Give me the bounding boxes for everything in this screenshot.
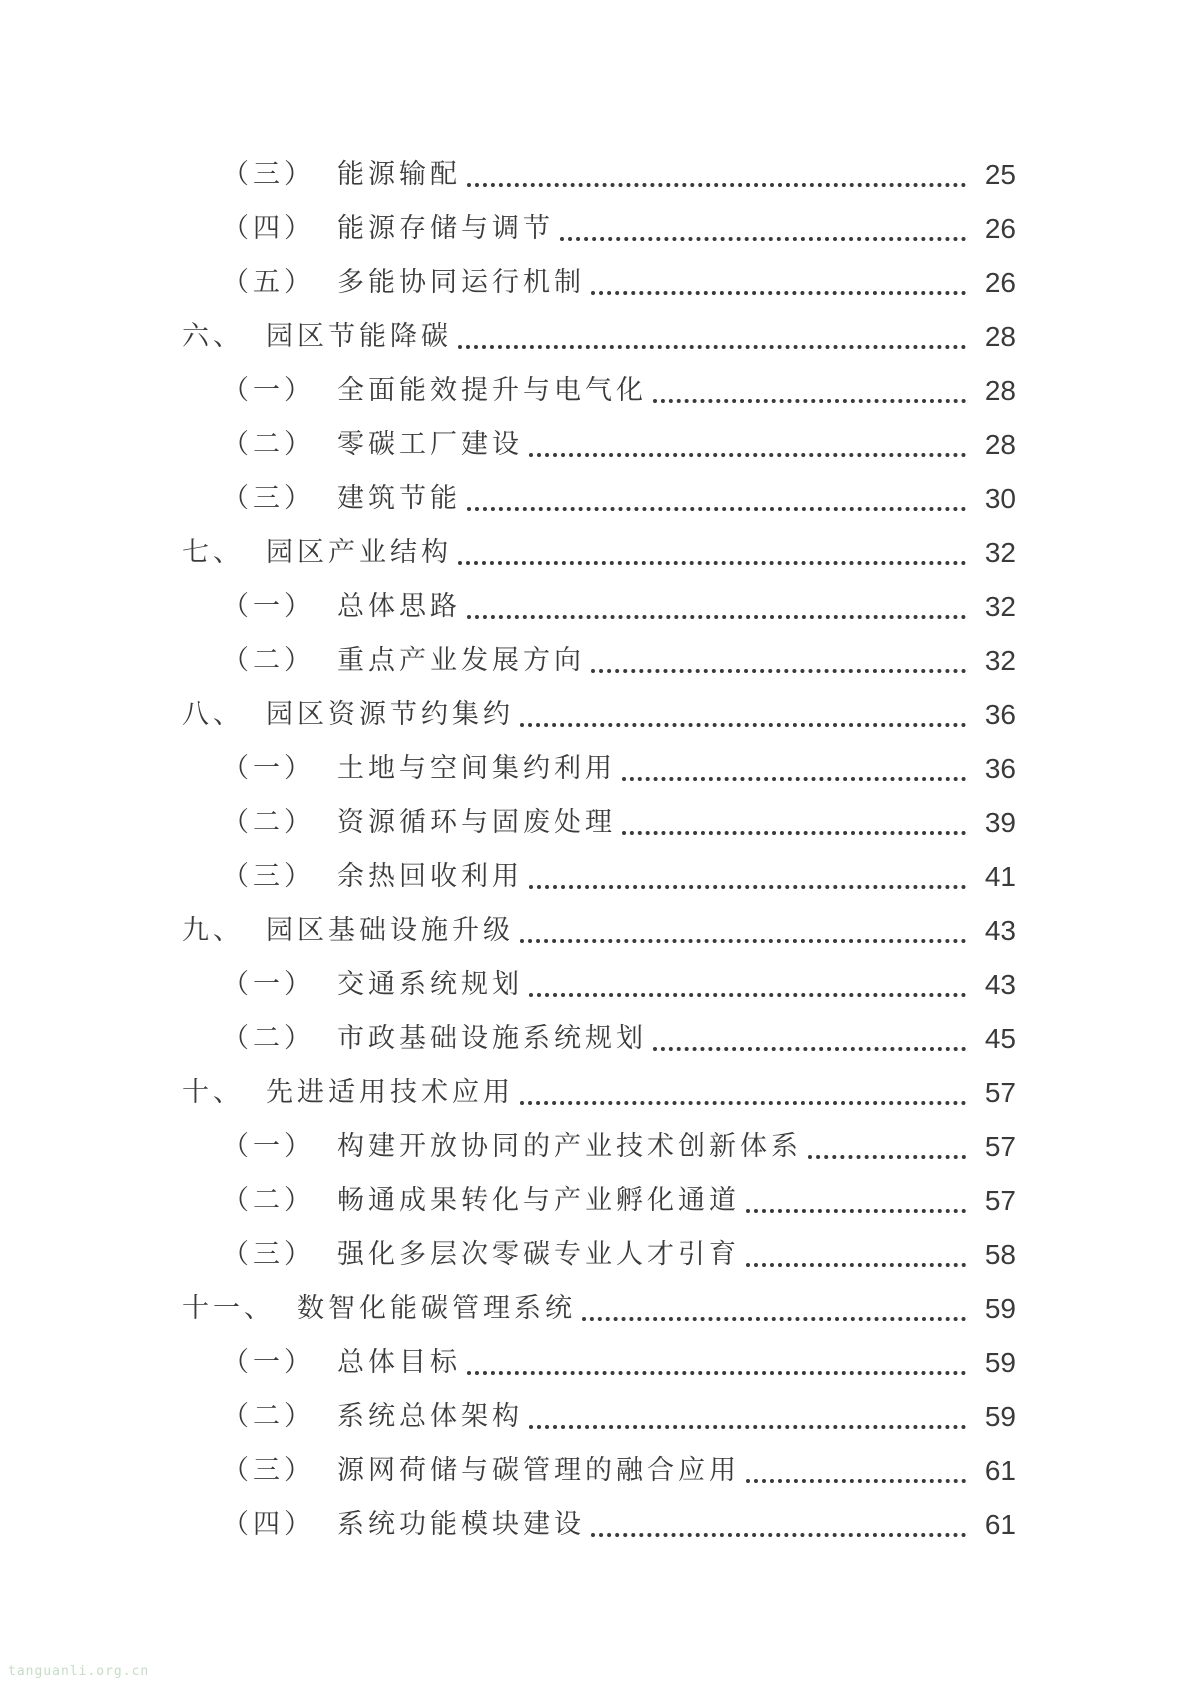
dot-leader: [467, 1336, 966, 1390]
dot-leader: [529, 1390, 966, 1444]
entry-page-number: 32: [984, 537, 1016, 568]
entry-title: 系统功能模块建设: [337, 1509, 585, 1540]
dot-leader: [746, 1174, 966, 1228]
entry-page-number: 36: [984, 753, 1016, 784]
entry-title: 系统总体架构: [337, 1401, 523, 1432]
dot-leader: [529, 850, 966, 904]
dot-leader: [467, 580, 966, 634]
toc-section-entry[interactable]: [0, 472, 1190, 526]
entry-title: 构建开放协同的产业技术创新体系: [337, 1131, 802, 1162]
entry-title: 先进适用技术应用: [266, 1077, 514, 1108]
toc-section-entry[interactable]: [0, 1012, 1190, 1066]
watermark: tanguanli.org.cn: [8, 1664, 150, 1679]
entry-page-number: 28: [984, 321, 1016, 352]
toc-chapter-entry[interactable]: [0, 688, 1190, 742]
entry-title: 资源循环与固废处理: [337, 807, 616, 838]
table-of-contents: [0, 148, 1190, 1552]
entry-title: 园区基础设施升级: [266, 915, 514, 946]
dot-leader: [582, 1282, 966, 1336]
entry-title: 多能协同运行机制: [337, 267, 585, 298]
entry-title: 数智化能碳管理系统: [297, 1293, 576, 1324]
entry-page-number: 57: [984, 1131, 1016, 1162]
toc-section-entry[interactable]: [0, 850, 1190, 904]
dot-leader: [529, 958, 966, 1012]
entry-number: （一）: [222, 591, 315, 622]
toc-chapter-entry[interactable]: [0, 310, 1190, 364]
entry-number: （三）: [222, 1239, 315, 1270]
toc-chapter-entry[interactable]: [0, 904, 1190, 958]
entry-page-number: 36: [984, 699, 1016, 730]
toc-section-entry[interactable]: [0, 418, 1190, 472]
entry-number: （一）: [222, 1347, 315, 1378]
entry-page-number: 28: [984, 375, 1016, 406]
entry-number: （四）: [222, 1509, 315, 1540]
dot-leader: [746, 1444, 966, 1498]
entry-number: 九、: [182, 915, 244, 946]
entry-page-number: 59: [984, 1347, 1016, 1378]
entry-number: （一）: [222, 1131, 315, 1162]
toc-section-entry[interactable]: [0, 634, 1190, 688]
entry-title: 零碳工厂建设: [337, 429, 523, 460]
entry-page-number: 30: [984, 483, 1016, 514]
toc-section-entry[interactable]: [0, 1498, 1190, 1552]
toc-section-entry[interactable]: [0, 1444, 1190, 1498]
entry-title: 总体目标: [337, 1347, 461, 1378]
dot-leader: [520, 904, 966, 958]
entry-number: （四）: [222, 213, 315, 244]
toc-section-entry[interactable]: [0, 1336, 1190, 1390]
toc-section-entry[interactable]: [0, 742, 1190, 796]
entry-page-number: 58: [984, 1239, 1016, 1270]
entry-title: 畅通成果转化与产业孵化通道: [337, 1185, 740, 1216]
entry-title: 源网荷储与碳管理的融合应用: [337, 1455, 740, 1486]
entry-title: 总体思路: [337, 591, 461, 622]
dot-leader: [520, 1066, 966, 1120]
entry-page-number: 43: [984, 915, 1016, 946]
dot-leader: [560, 202, 966, 256]
entry-number: （三）: [222, 159, 315, 190]
entry-title: 土地与空间集约利用: [337, 753, 616, 784]
dot-leader: [808, 1120, 966, 1174]
toc-section-entry[interactable]: [0, 796, 1190, 850]
entry-page-number: 26: [984, 213, 1016, 244]
dot-leader: [591, 256, 966, 310]
entry-number: （一）: [222, 375, 315, 406]
toc-section-entry[interactable]: [0, 202, 1190, 256]
toc-section-entry[interactable]: [0, 1390, 1190, 1444]
dot-leader: [653, 1012, 966, 1066]
dot-leader: [467, 148, 966, 202]
dot-leader: [622, 742, 966, 796]
dot-leader: [622, 796, 966, 850]
entry-number: （二）: [222, 1023, 315, 1054]
entry-number: 六、: [182, 321, 244, 352]
toc-section-entry[interactable]: [0, 364, 1190, 418]
dot-leader: [591, 634, 966, 688]
toc-section-entry[interactable]: [0, 1228, 1190, 1282]
entry-number: （三）: [222, 483, 315, 514]
entry-number: 十、: [182, 1077, 244, 1108]
entry-title: 交通系统规划: [337, 969, 523, 1000]
entry-page-number: 43: [984, 969, 1016, 1000]
entry-number: （一）: [222, 753, 315, 784]
entry-page-number: 41: [984, 861, 1016, 892]
entry-number: 七、: [182, 537, 244, 568]
entry-page-number: 59: [984, 1401, 1016, 1432]
entry-title: 园区资源节约集约: [266, 699, 514, 730]
dot-leader: [746, 1228, 966, 1282]
toc-section-entry[interactable]: [0, 958, 1190, 1012]
entry-title: 能源输配: [337, 159, 461, 190]
dot-leader: [458, 526, 966, 580]
entry-title: 市政基础设施系统规划: [337, 1023, 647, 1054]
toc-section-entry[interactable]: [0, 1120, 1190, 1174]
entry-title: 园区节能降碳: [266, 321, 452, 352]
entry-title: 重点产业发展方向: [337, 645, 585, 676]
entry-page-number: 39: [984, 807, 1016, 838]
entry-page-number: 61: [984, 1509, 1016, 1540]
dot-leader: [467, 472, 966, 526]
dot-leader: [653, 364, 966, 418]
entry-page-number: 57: [984, 1185, 1016, 1216]
entry-number: （二）: [222, 1401, 315, 1432]
entry-page-number: 32: [984, 645, 1016, 676]
toc-section-entry[interactable]: [0, 580, 1190, 634]
entry-title: 余热回收利用: [337, 861, 523, 892]
entry-number: （二）: [222, 429, 315, 460]
entry-number: 十一、: [182, 1293, 275, 1324]
entry-title: 全面能效提升与电气化: [337, 375, 647, 406]
entry-number: （二）: [222, 1185, 315, 1216]
dot-leader: [458, 310, 966, 364]
entry-number: （二）: [222, 645, 315, 676]
entry-number: （三）: [222, 1455, 315, 1486]
entry-page-number: 25: [984, 159, 1016, 190]
entry-title: 建筑节能: [337, 483, 461, 514]
toc-section-entry[interactable]: [0, 148, 1190, 202]
dot-leader: [520, 688, 966, 742]
dot-leader: [529, 418, 966, 472]
entry-number: （一）: [222, 969, 315, 1000]
entry-page-number: 28: [984, 429, 1016, 460]
dot-leader: [591, 1498, 966, 1552]
entry-page-number: 32: [984, 591, 1016, 622]
toc-section-entry[interactable]: [0, 1174, 1190, 1228]
toc-chapter-entry[interactable]: [0, 526, 1190, 580]
entry-number: 八、: [182, 699, 244, 730]
entry-number: （二）: [222, 807, 315, 838]
entry-number: （五）: [222, 267, 315, 298]
entry-page-number: 45: [984, 1023, 1016, 1054]
toc-section-entry[interactable]: [0, 256, 1190, 310]
entry-page-number: 59: [984, 1293, 1016, 1324]
entry-title: 能源存储与调节: [337, 213, 554, 244]
entry-number: （三）: [222, 861, 315, 892]
entry-page-number: 61: [984, 1455, 1016, 1486]
entry-page-number: 57: [984, 1077, 1016, 1108]
entry-title: 园区产业结构: [266, 537, 452, 568]
toc-chapter-entry[interactable]: [0, 1282, 1190, 1336]
entry-title: 强化多层次零碳专业人才引育: [337, 1239, 740, 1270]
toc-chapter-entry[interactable]: [0, 1066, 1190, 1120]
entry-page-number: 26: [984, 267, 1016, 298]
